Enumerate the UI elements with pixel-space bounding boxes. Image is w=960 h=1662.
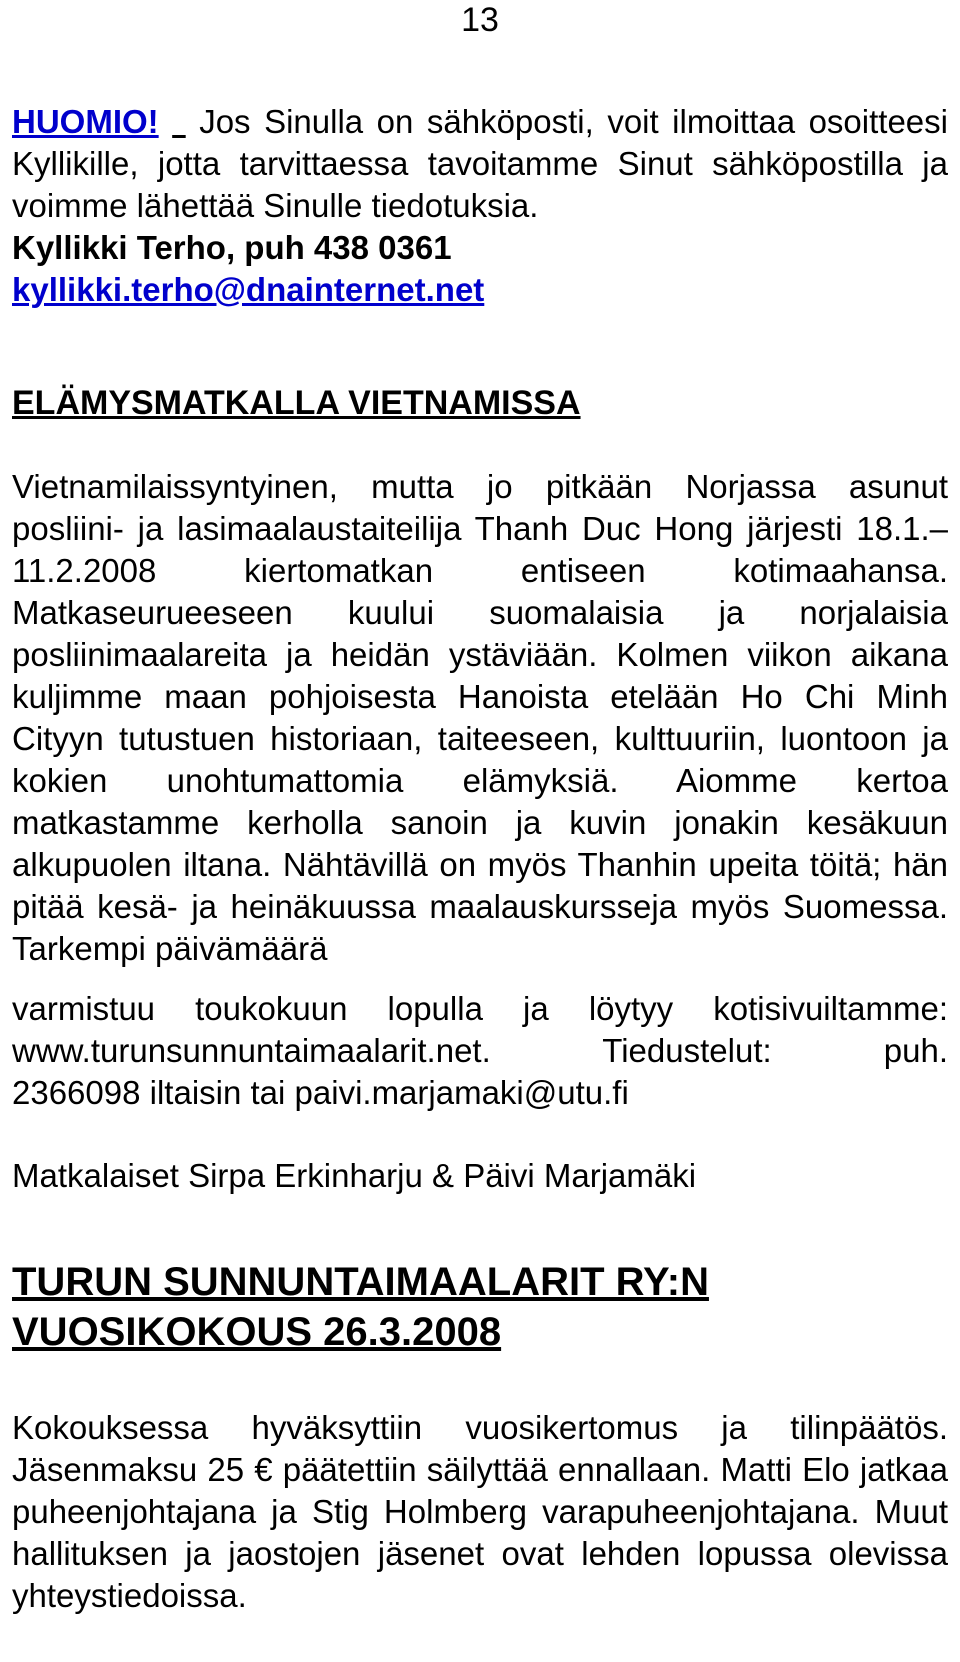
page-number: 13 (461, 1, 499, 39)
meeting-heading-line-2: VUOSIKOKOUS 26.3.2008 (12, 1310, 502, 1354)
article-signature: Matkalaiset Sirpa Erkinharju & Päivi Marjamäki (12, 1157, 697, 1194)
notice-paragraph (12, 101, 948, 227)
notice-text: Jos Sinulla on sähköposti, voit ilmoittaa osoitteesi Kyllikille, jotta tarvittaessa tavoitamme Sinut sähköpostilla ja voimme lähettää Sinulle tiedotuksia. (12, 103, 948, 224)
meeting-heading-line-1: TURUN SUNNUNTAIMAALARIT RY:N (12, 1260, 709, 1304)
article-paragraph-1: Vietnamilaissyntyinen, mutta jo pitkään Norjassa asunut posliini- ja lasimaalaustaiteilija Thanh Duc Hong järjesti 18.1.–11.2.2008 kiertomatkan entiseen kotimaahansa. Matkaseurueeseen kuului suomalaisia ja norjalaisia posliinimaalareita ja heidän ystäviään. Kolmen viikon aikana kuljimme maan pohjoisesta Hanoista etelään Ho Chi Minh Cityyn tutustuen historiaan, taiteeseen, kulttuuriin, luontoon ja kokien unohtumattomia elämyksiä. Aiomme kertoa matkastamme kerholla sanoin ja kuvin jonakin kesäkuun alkupuolen iltana. Nähtävillä on myös Thanhin upeita töitä; hän pitää kesä- ja heinäkuussa maalauskursseja myös Suomessa. Tarkempi päivämäärä (12, 468, 948, 967)
meeting-paragraph: Kokouksessa hyväksyttiin vuosikertomus ja tilinpäätös. Jäsenmaksu 25 € päätettiin säilyttää ennallaan. Matti Elo jatkaa puheenjohtajana ja Stig Holmberg varapuheenjohtajana. Muut hallituksen ja jaostojen jäsenet ovat lehden lopussa olevissa yhteystiedoissa. (12, 1409, 948, 1614)
article-paragraph-2-line-2: www.turunsunnuntaimaalarit.net. Tiedustelut: puh. (12, 1032, 948, 1069)
article-heading: ELÄMYSMATKALLA VIETNAMISSA (12, 384, 581, 422)
article-paragraph-2-line-3: 2366098 iltaisin tai paivi.marjamaki@utu.fi (12, 1074, 629, 1111)
article-paragraph-2-line-1: varmistuu toukokuun lopulla ja löytyy kotisivuiltamme: (12, 990, 948, 1027)
notice-email-line (12, 269, 948, 311)
notice-contact: Kyllikki Terho, puh 438 0361 (12, 229, 452, 266)
notice-label-space (172, 103, 186, 140)
notice-label[interactable]: HUOMIO! (12, 103, 159, 140)
notice-email-link[interactable]: kyllikki.terho@dnainternet.net (12, 271, 485, 308)
